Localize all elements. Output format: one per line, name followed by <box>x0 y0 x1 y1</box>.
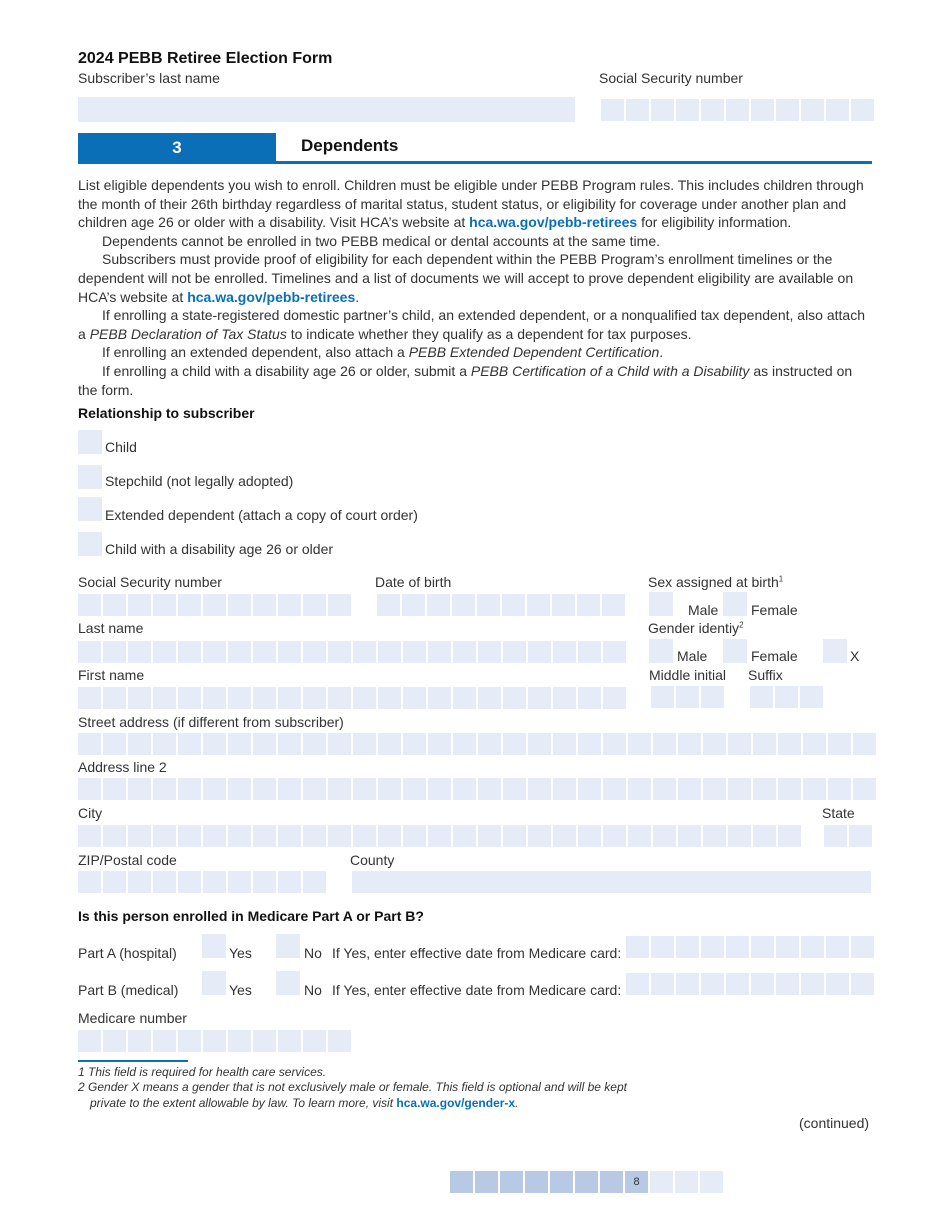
street-label: Street address (if different from subscriber) <box>78 714 344 730</box>
gender-label: Gender identiy$^2$ <box>648 620 744 636</box>
relationship-stepchild-checkbox[interactable] <box>78 465 102 489</box>
instructions-p5: If enrolling an extended dependent, also attach a PEBB Extended Dependent Certification. <box>102 344 664 361</box>
gender-female-label: Female <box>751 648 798 664</box>
county-field[interactable] <box>352 871 871 893</box>
page-indicator-block <box>500 1171 523 1193</box>
city-field[interactable] <box>78 825 801 847</box>
first-name-field[interactable] <box>78 687 626 709</box>
section-number: 3 <box>78 133 276 162</box>
relationship-extended-checkbox[interactable] <box>78 497 102 521</box>
eligibility-link[interactable]: hca.wa.gov/pebb-retirees <box>469 214 638 231</box>
part-a-label: Part A (hospital) <box>78 945 177 961</box>
section-rule <box>78 161 872 164</box>
footnote-2-line1: 2 Gender X means a gender that is not exclusively male or female. This field is optional and will be kept <box>78 1080 627 1094</box>
address2-label: Address line 2 <box>78 759 167 775</box>
instructions <box>78 176 873 399</box>
relationship-child-checkbox[interactable] <box>78 430 102 454</box>
medicare-heading: Is this person enrolled in Medicare Part A or Part B? <box>78 908 424 924</box>
gender-female-checkbox[interactable] <box>723 639 747 663</box>
relationship-disability-checkbox[interactable] <box>78 532 102 556</box>
gender-male-checkbox[interactable] <box>649 639 673 663</box>
zip-label: ZIP/Postal code <box>78 852 177 868</box>
page-indicator-block <box>650 1171 673 1193</box>
middle-initial-field[interactable] <box>651 686 724 708</box>
dob-field[interactable] <box>377 594 625 616</box>
instructions-p2: Dependents cannot be enrolled in two PEBB medical or dental accounts at the same time. <box>102 232 660 249</box>
subscriber-last-name-field[interactable] <box>78 97 575 122</box>
dependent-ssn-field[interactable] <box>78 594 351 616</box>
footnote-1: 1 This field is required for health care services. <box>78 1065 327 1079</box>
sex-female-label: Female <box>751 602 798 618</box>
subscriber-last-name-label: Subscriber’s last name <box>78 70 220 86</box>
last-name-field[interactable] <box>78 641 626 663</box>
part-b-yes-checkbox[interactable] <box>202 971 226 995</box>
page-indicator-block <box>575 1171 598 1193</box>
timelines-link[interactable]: hca.wa.gov/pebb-retirees <box>187 288 356 305</box>
part-a-effective-label: If Yes, enter effective date from Medicare card: <box>332 945 622 961</box>
relationship-heading: Relationship to subscriber <box>78 405 255 421</box>
part-b-label: Part B (medical) <box>78 982 179 998</box>
sex-female-checkbox[interactable] <box>723 592 747 616</box>
continued-note: (continued) <box>799 1115 870 1131</box>
part-a-no-checkbox[interactable] <box>276 934 300 958</box>
part-b-no-label: No <box>304 982 322 998</box>
page-indicator-block <box>550 1171 573 1193</box>
middle-initial-label: Middle initial <box>649 667 727 683</box>
page-indicator-block <box>525 1171 548 1193</box>
state-field[interactable] <box>824 825 872 847</box>
page-indicator-block <box>475 1171 498 1193</box>
first-name-label: First name <box>78 667 145 683</box>
county-label: County <box>350 852 395 868</box>
page-indicator-block <box>700 1171 723 1193</box>
city-label: City <box>78 805 103 821</box>
relationship-stepchild-label: Stepchild (not legally adopted) <box>105 473 294 489</box>
part-a-no-label: No <box>304 945 322 961</box>
instructions-p4: If enrolling a state-registered domestic partner’s child, an extended dependent, or a nonqualified tax dependent, also attach a PEBB Declaration of Tax Status to indicate whether they qualify as a dependent for tax purposes. <box>78 307 865 342</box>
part-a-effective-date-field[interactable] <box>626 936 874 958</box>
instructions-p1: List eligible dependents you wish to enroll. Children must be eligible under PEBB Program rules. This includes children through the month of their 26th birthday regardless of marital status, student status, or eligibility for coverage under another plan and children age 26 or older with a disability. Visit HCA’s website at hca.wa.gov/pebb-retirees for eligibility information. <box>78 177 864 231</box>
page-indicator-block <box>450 1171 473 1193</box>
part-b-no-checkbox[interactable] <box>276 971 300 995</box>
relationship-child-label: Child <box>105 439 137 455</box>
form-title: 2024 PEBB Retiree Election Form <box>78 50 333 67</box>
address2-field[interactable] <box>78 778 876 800</box>
page-number: 8 <box>625 1171 648 1193</box>
part-a-yes-label: Yes <box>229 945 252 961</box>
gender-male-label: Male <box>677 648 708 664</box>
street-field[interactable] <box>78 733 876 755</box>
sex-label: Sex assigned at birth$^1$ <box>648 574 784 590</box>
part-b-effective-date-field[interactable] <box>626 973 874 995</box>
part-b-yes-label: Yes <box>229 982 252 998</box>
page-indicator-block <box>600 1171 623 1193</box>
gender-x-label: X <box>850 648 860 664</box>
subscriber-ssn-field[interactable] <box>601 99 874 121</box>
state-label: State <box>822 805 855 821</box>
relationship-extended-label: Extended dependent (attach a copy of court order) <box>105 507 418 523</box>
relationship-disability-label: Child with a disability age 26 or older <box>105 541 334 557</box>
footnote-2-line2: private to the extent allowable by law. To learn more, visit hca.wa.gov/gender-x. <box>90 1096 519 1110</box>
dob-label: Date of birth <box>375 574 452 590</box>
suffix-label: Suffix <box>748 667 783 683</box>
section-title: Dependents <box>301 136 399 155</box>
zip-field[interactable] <box>78 871 326 893</box>
medicare-number-label: Medicare number <box>78 1010 187 1026</box>
sex-male-checkbox[interactable] <box>649 592 673 616</box>
sex-male-label: Male <box>688 602 719 618</box>
footnote-rule <box>78 1060 188 1062</box>
part-b-effective-label: If Yes, enter effective date from Medicare card: <box>332 982 622 998</box>
instructions-p3: Subscribers must provide proof of eligibility for each dependent within the PEBB Program’s enrollment timelines or the dependent will not be enrolled. Timelines and a list of documents we will accept to prove dependent eligibility are available on HCA’s website at hca.wa.gov/pebb-retirees. <box>78 251 854 305</box>
page-indicator-block <box>675 1171 698 1193</box>
page-indicator <box>450 1171 723 1193</box>
last-name-label: Last name <box>78 620 144 636</box>
gender-x-checkbox[interactable] <box>823 639 847 663</box>
instructions-p6: If enrolling a child with a disability age 26 or older, submit a PEBB Certification of a Child with a Disability as instructed on the form. <box>78 362 853 398</box>
subscriber-ssn-label: Social Security number <box>599 70 743 86</box>
suffix-field[interactable] <box>750 686 823 708</box>
medicare-number-field[interactable] <box>78 1030 351 1052</box>
part-a-yes-checkbox[interactable] <box>202 934 226 958</box>
gender-x-link[interactable]: hca.wa.gov/gender-x <box>396 1096 516 1110</box>
dependent-ssn-label: Social Security number <box>78 574 222 590</box>
